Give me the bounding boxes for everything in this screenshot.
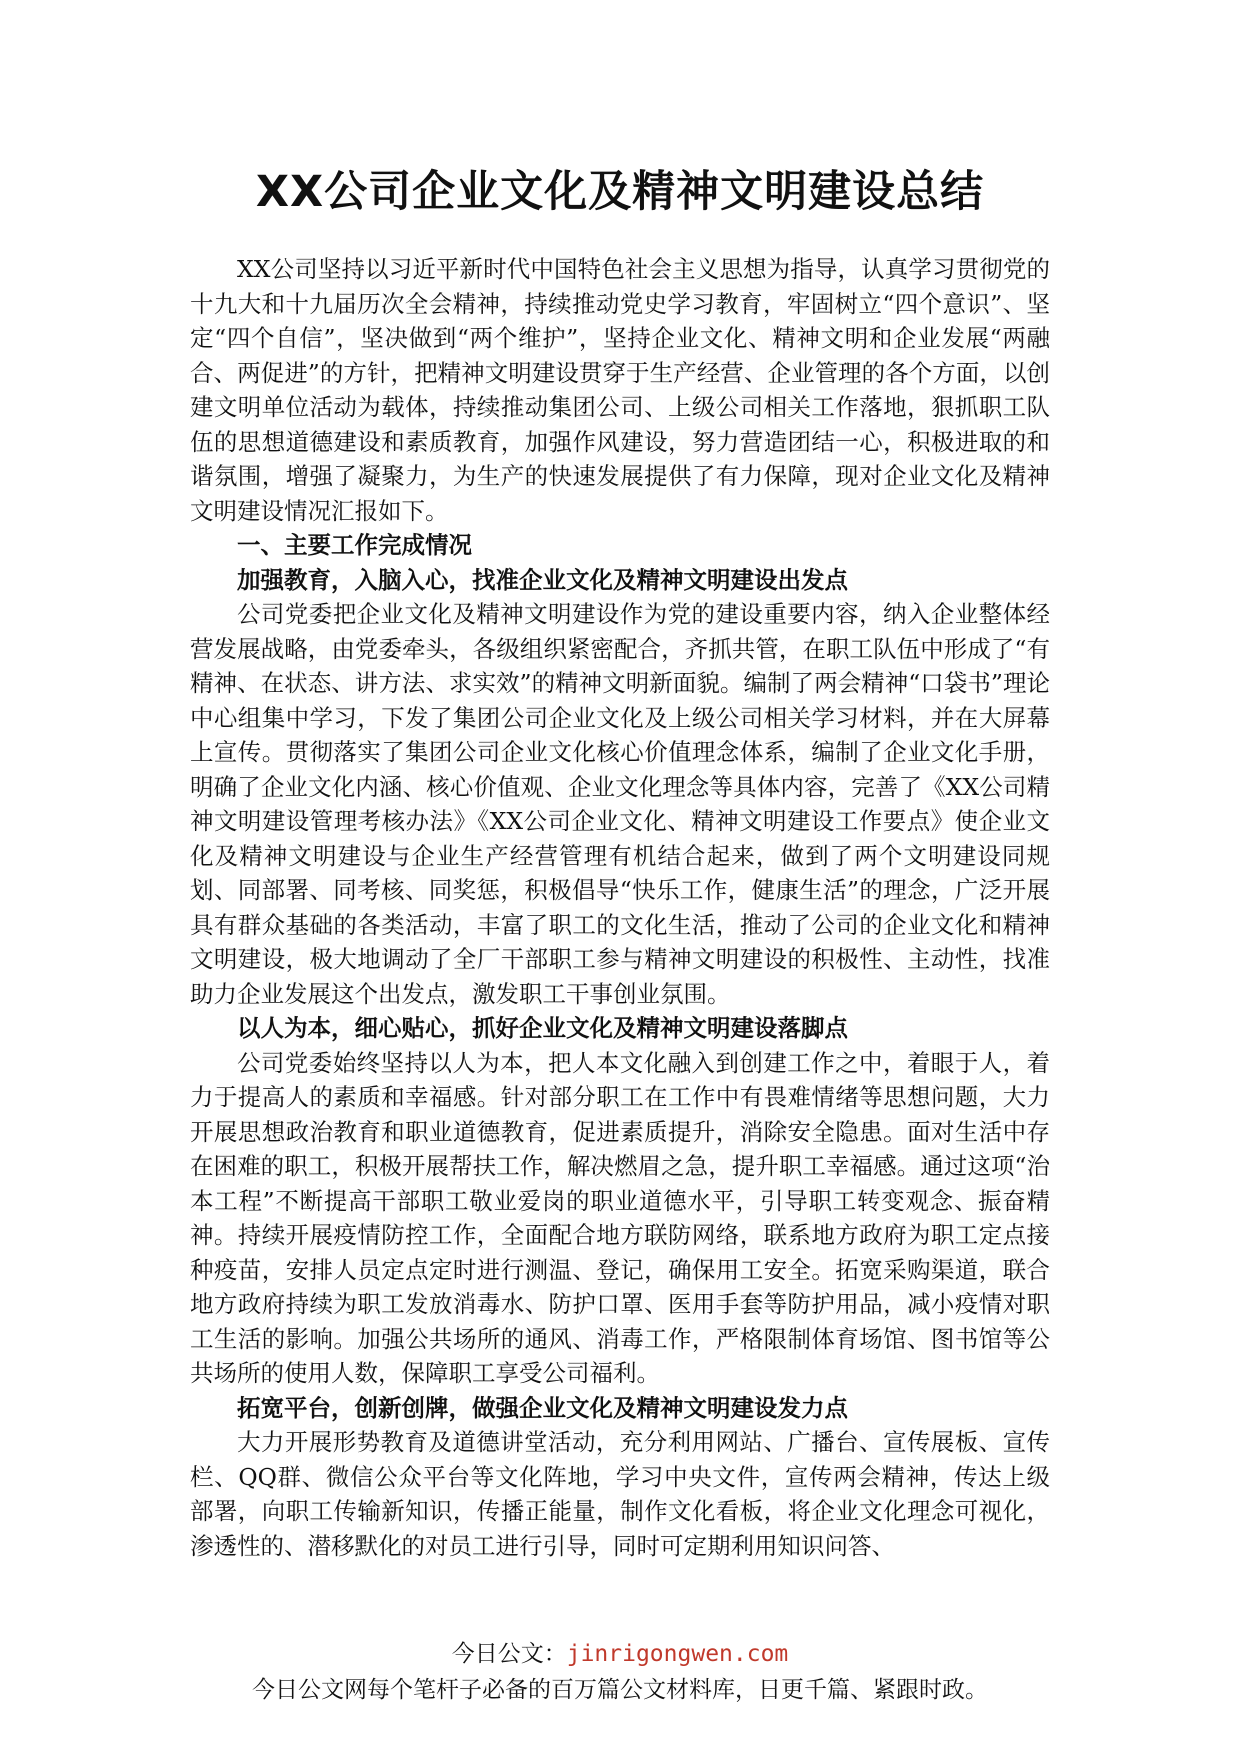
footer-site-label: 今日公文： [451,1641,567,1667]
document-title: XX公司企业文化及精神文明建设总结 [255,167,985,217]
subsection-paragraph-2: 公司党委始终坚持以人为本，把人本文化融入到创建工作之中，着眼于人，着力于提高人的素质和幸福感。针对部分职工在工作中有畏难情绪等思想问题，大力开展思想政治教育和职业道德教育，促进素质提升，消除安全隐患。面对生活中存在困难的职工，积极开展帮扶工作，解决燃眉之急，提升职工幸福感。通过这项“治本工程”不断提高干部职工敬业爱岗的职业道德水平，引导职工转变观念、振奋精神。持续开展疫情防控工作，全面配合地方联防网络，联系地方政府为职工定点接种疫苗，安排人员定点定时进行测温、登记，确保用工安全。拓宽采购渠道，联合地方政府持续为职工发放消毒水、防护口罩、医用手套等防护用品，减小疫情对职工生活的影响。加强公共场所的通风、消毒工作，严格限制体育场馆、图书馆等公共场所的使用人数，保障职工享受公司福利。 [190,1048,1050,1387]
subsection-paragraph-1: 公司党委把企业文化及精神文明建设作为党的建设重要内容，纳入企业整体经营发展战略，由党委牵头，各级组织紧密配合，齐抓共管，在职工队伍中形成了“有精神、在状态、讲方法、求实效”的精神文明新面貌。编制了两会精神“口袋书”理论中心组集中学习，下发了集团公司企业文化及上级公司相关学习材料，并在大屏幕上宣传。贯彻落实了集团公司企业文化核心价值理念体系，编制了企业文化手册，明确了企业文化内涵、核心价值观、企业文化理念等具体内容，完善了《XX公司精神文明建设管理考核办法》《XX公司企业文化、精神文明建设工作要点》使企业文化及精神文明建设与企业生产经营管理有机结合起来，做到了两个文明建设同规划、同部署、同考核、同奖惩，积极倡导“快乐工作，健康生活”的理念，广泛开展具有群众基础的各类活动，丰富了职工的文化生活，推动了公司的企业文化和精神文明建设，极大地调动了全厂干部职工参与精神文明建设的积极性、主动性，找准助力企业发展这个出发点，激发职工干事创业氛围。 [190,600,1050,1008]
document-page [190,0,1050,1563]
section-heading: 一、主要工作完成情况 [237,531,472,559]
page-footer [0,1636,1240,1708]
subsection-heading-1: 加强教育，入脑入心，找准企业文化及精神文明建设出发点 [237,565,848,594]
subsection-paragraph-3: 大力开展形势教育及道德讲堂活动，充分利用网站、广播台、宣传展板、宣传栏、QQ群、微信公众平台等文化阵地，学习中央文件，宣传两会精神，传达上级部署，向职工传输新知识，传播正能量，制作文化看板，将企业文化理念可视化，渗透性的、潜移默化的对员工进行引导，同时可定期利用知识问答、 [190,1428,1050,1560]
intro-paragraph: XX公司坚持以习近平新时代中国特色社会主义思想为指导，认真学习贯彻党的十九大和十九届历次全会精神，持续推动党史学习教育，牢固树立“四个意识”、坚定“四个自信”，坚决做到“两个维护”，坚持企业文化、精神文明和企业发展“两融合、两促进”的方针，把精神文明建设贯穿于生产经营、企业管理的各个方面，以创建文明单位活动为载体，持续推动集团公司、上级公司相关工作落地，狠抓职工队伍的思想道德建设和素质教育，加强作风建设，努力营造团结一心，积极进取的和谐氛围，增强了凝聚力，为生产的快速发展提供了有力保障，现对企业文化及精神文明建设情况汇报如下。 [190,255,1050,525]
subsection-heading-3: 拓宽平台，创新创牌，做强企业文化及精神文明建设发力点 [237,1393,848,1422]
footer-tagline: 今日公文网每个笔杆子必备的百万篇公文材料库，日更千篇、紧跟时政。 [252,1677,988,1703]
document-body [190,252,1050,1563]
footer-site-link[interactable]: jinrigongwen.com [566,1641,789,1667]
subsection-heading-2: 以人为本，细心贴心，抓好企业文化及精神文明建设落脚点 [237,1014,848,1042]
footer-site-line [0,1636,1240,1672]
